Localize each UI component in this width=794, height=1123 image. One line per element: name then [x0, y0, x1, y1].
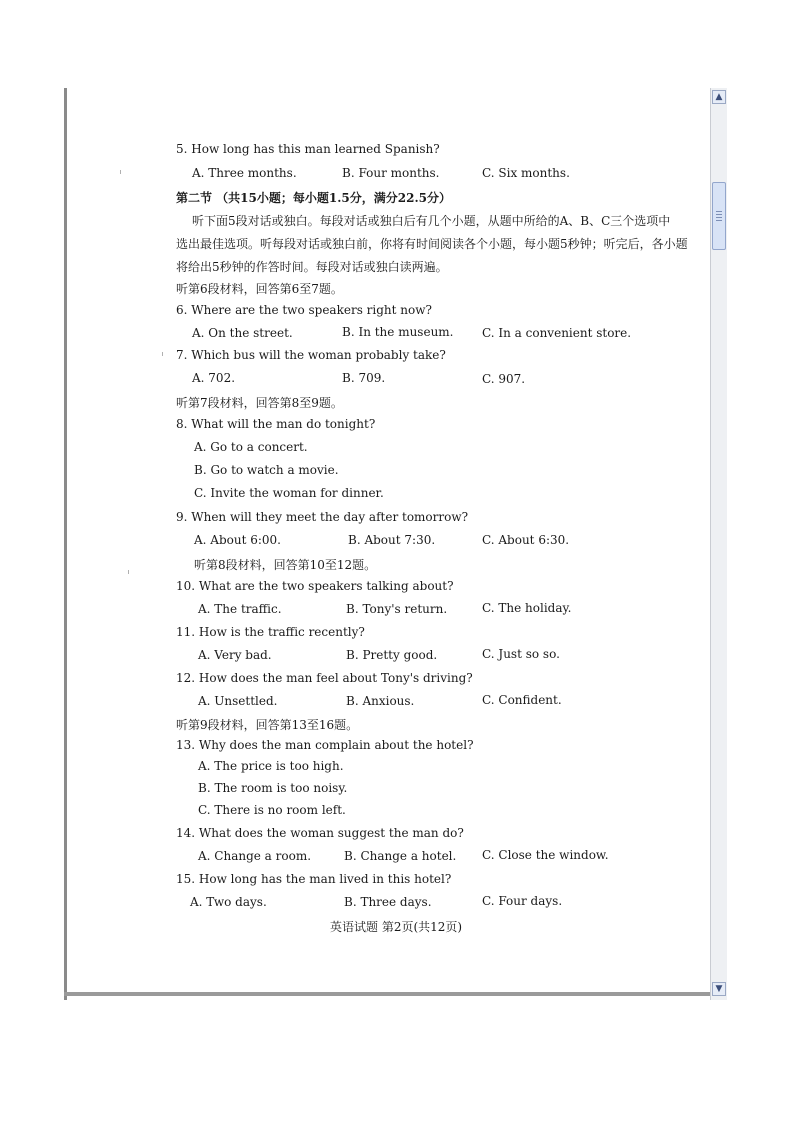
scan-speck: [128, 570, 129, 574]
q11-option-c: C. Just so so.: [482, 647, 560, 661]
question-5: 5. How long has this man learned Spanish?: [176, 142, 440, 156]
section-heading: 第二节 （共15小题；每小题1.5分，满分22.5分）: [176, 191, 451, 205]
q7-option-c: C. 907.: [482, 372, 526, 386]
q6-option-a: A. On the street.: [192, 326, 293, 340]
scroll-down-button[interactable]: [712, 982, 726, 996]
q12-option-b: B. Anxious.: [346, 694, 415, 708]
question-13: 13. Why does the man complain about the hotel?: [176, 738, 474, 752]
q12-option-c: C. Confident.: [482, 693, 562, 707]
chevron-down-icon: ▼: [715, 984, 723, 994]
q13-option-b: B. The room is too noisy.: [198, 781, 348, 795]
q5-option-a: A. Three months.: [192, 166, 297, 180]
q9-option-b: B. About 7:30.: [348, 533, 436, 547]
scan-speck: [120, 170, 121, 174]
question-8: 8. What will the man do tonight?: [176, 417, 376, 431]
q10-option-a: A. The traffic.: [198, 602, 282, 616]
page-footer: 英语试题 第2页(共12页): [330, 920, 463, 934]
q14-option-c: C. Close the window.: [482, 848, 609, 862]
q6-option-c: C. In a convenient store.: [482, 326, 632, 340]
q10-option-c: C. The holiday.: [482, 601, 572, 615]
q8-option-b: B. Go to watch a movie.: [194, 463, 339, 477]
q11-option-a: A. Very bad.: [198, 648, 272, 662]
q15-option-a: A. Two days.: [190, 895, 267, 909]
scroll-thumb[interactable]: [712, 182, 726, 250]
question-11: 11. How is the traffic recently?: [176, 625, 365, 639]
grip-line: [716, 211, 722, 212]
grip-line: [716, 214, 722, 215]
q14-option-b: B. Change a hotel.: [344, 849, 457, 863]
material-8-heading: 听第8段材料，回答第10至12题。: [194, 558, 377, 572]
q12-option-a: A. Unsettled.: [198, 694, 278, 708]
q11-option-b: B. Pretty good.: [346, 648, 438, 662]
question-6: 6. Where are the two speakers right now?: [176, 303, 432, 317]
q10-option-b: B. Tony's return.: [346, 602, 448, 616]
question-7: 7. Which bus will the woman probably take?: [176, 348, 446, 362]
q15-option-b: B. Three days.: [344, 895, 432, 909]
q5-option-c: C. Six months.: [482, 166, 570, 180]
exam-page: [64, 88, 704, 988]
q9-option-c: C. About 6:30.: [482, 533, 570, 547]
q8-option-a: A. Go to a concert.: [194, 440, 308, 454]
instructions-line-3: 将给出5秒钟的作答时间。每段对话或独白读两遍。: [176, 260, 448, 274]
vertical-scrollbar[interactable]: [710, 88, 727, 1000]
q7-option-b: B. 709.: [342, 371, 386, 385]
q15-option-c: C. Four days.: [482, 894, 563, 908]
question-10: 10. What are the two speakers talking about?: [176, 579, 454, 593]
scan-speck: [162, 352, 163, 356]
material-9-heading: 听第9段材料，回答第13至16题。: [176, 718, 359, 732]
document-viewer[interactable]: [64, 88, 726, 1000]
q6-option-b: B. In the museum.: [342, 325, 454, 339]
q8-option-c: C. Invite the woman for dinner.: [194, 486, 384, 500]
grip-line: [716, 217, 722, 218]
q13-option-a: A. The price is too high.: [198, 759, 344, 773]
q5-option-b: B. Four months.: [342, 166, 440, 180]
page-bottom-border: [64, 992, 712, 996]
material-7-heading: 听第7段材料，回答第8至9题。: [176, 396, 343, 410]
question-15: 15. How long has the man lived in this hotel?: [176, 872, 452, 886]
q9-option-a: A. About 6:00.: [194, 533, 281, 547]
question-14: 14. What does the woman suggest the man do?: [176, 826, 464, 840]
scroll-up-button[interactable]: [712, 90, 726, 104]
material-6-heading: 听第6段材料，回答第6至7题。: [176, 282, 343, 296]
instructions-line-2: 选出最佳选项。听每段对话或独白前，你将有时间阅读各个小题，每小题5秒钟；听完后，各小题: [176, 237, 688, 251]
instructions-line-1: 听下面5段对话或独白。每段对话或独白后有几个小题，从题中所给的A、B、C三个选项中: [192, 214, 671, 228]
question-12: 12. How does the man feel about Tony's driving?: [176, 671, 473, 685]
q14-option-a: A. Change a room.: [198, 849, 312, 863]
q7-option-a: A. 702.: [192, 371, 236, 385]
grip-line: [716, 220, 722, 221]
question-9: 9. When will they meet the day after tomorrow?: [176, 510, 469, 524]
q13-option-c: C. There is no room left.: [198, 803, 346, 817]
chevron-up-icon: ▲: [715, 92, 723, 102]
